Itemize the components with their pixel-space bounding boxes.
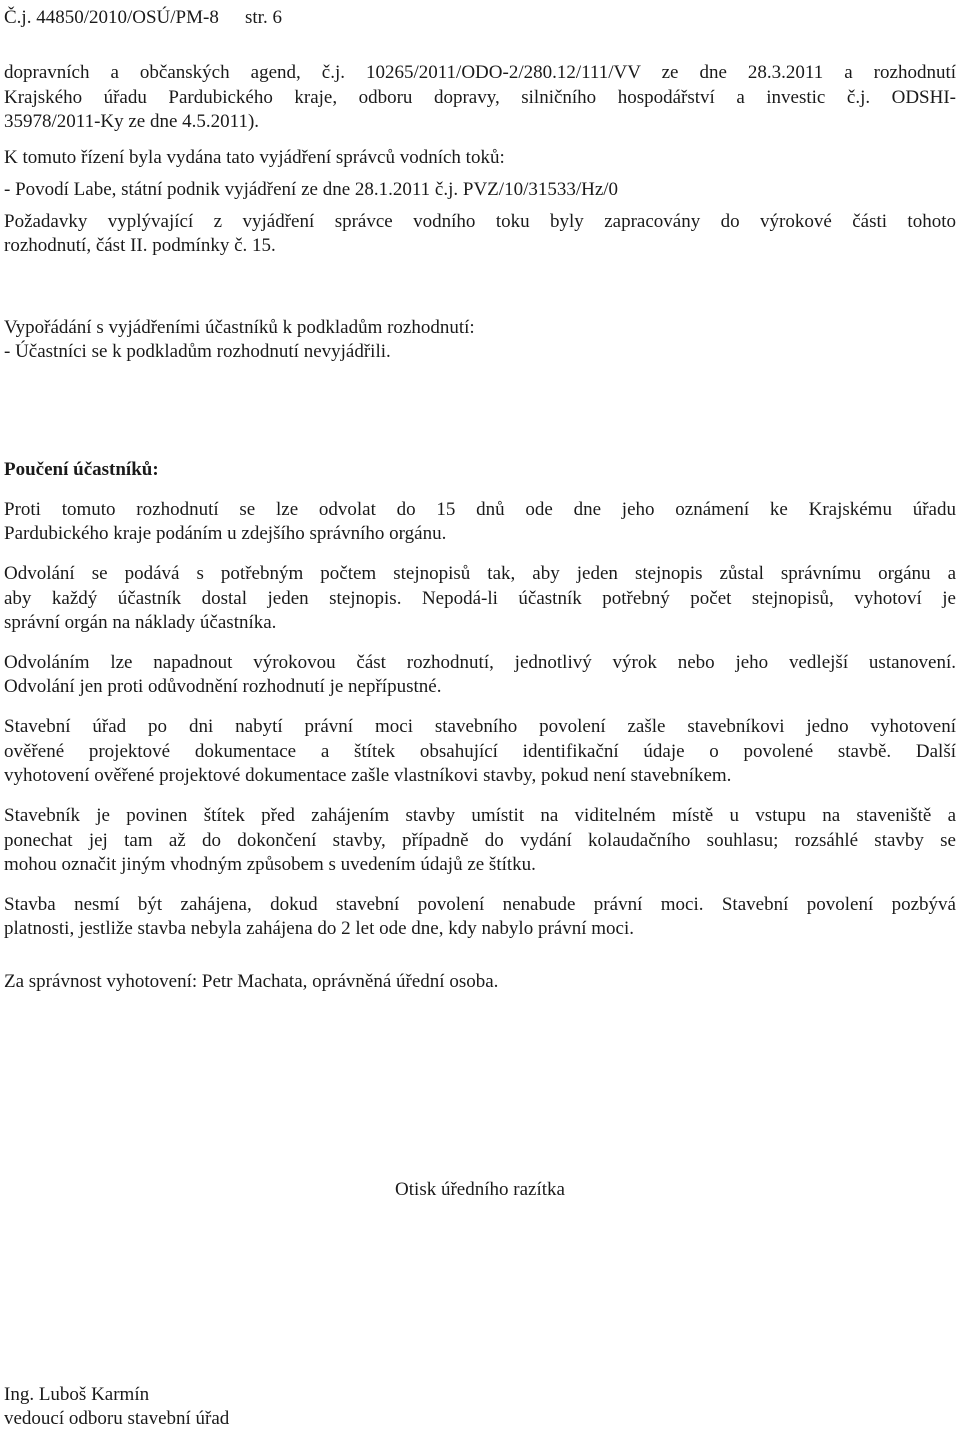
stamp-placeholder: Otisk úředního razítka xyxy=(395,1179,565,1200)
label-line-1: Stavebník je povinen štítek před zahájením stavby umístit na viditelném místě u vstupu na staveniště a xyxy=(4,805,956,826)
water-statement-item: - Povodí Labe, státní podnik vyjádření ze dne 28.1.2011 č.j. PVZ/10/31533/Hz/0 xyxy=(4,179,619,200)
water-statements-intro: K tomuto řízení byla vydána tato vyjádření správců vodních toků: xyxy=(4,147,505,168)
documentation-line-1: Stavební úřad po dni nabytí právní moci stavebního povolení zašle stavebníkovi jedno vyhotovení xyxy=(4,716,956,737)
water-requirements-line-1: Požadavky vyplývající z vyjádření správce vodního toku byly zapracovány do výrokové části tohoto xyxy=(4,211,956,232)
signatory-name: Ing. Luboš Karmín xyxy=(4,1384,150,1405)
documentation-line-3: vyhotovení ověřené projektové dokumentace zašle vlastníkovi stavby, pokud není stavebníkem. xyxy=(4,765,732,786)
page-header xyxy=(4,6,956,30)
validity-line-2: platnosti, jestliže stavba nebyla zahájena do 2 let ode dne, kdy nabylo právní moci. xyxy=(4,918,634,939)
page-number: str. 6 xyxy=(245,7,282,28)
appeal-line-2: Pardubického kraje podáním u zdejšího správního orgánu. xyxy=(4,523,447,544)
document-reference: Č.j. 44850/2010/OSÚ/PM-8 xyxy=(4,7,219,28)
copies-line-3: správní orgán na náklady účastníka. xyxy=(4,612,277,633)
label-line-2: ponechat jej tam až do dokončení stavby, případně do vydání kolaudačního souhlasu; rozsáhlé stavby se xyxy=(4,830,956,851)
copies-line-2: aby každý účastník dostal jeden stejnopis. Nepodá-li účastník potřebný počet stejnopisů, vyhotoví je xyxy=(4,588,956,609)
copies-line-1: Odvolání se podává s potřebným počtem stejnopisů tak, aby jeden stejnopis zůstal správnímu orgánu a xyxy=(4,563,956,584)
scope-line-2: Odvolání jen proti odůvodnění rozhodnutí je nepřípustné. xyxy=(4,676,442,697)
intro-line-2: Krajského úřadu Pardubického kraje, odboru dopravy, silničního hospodářství a investic č.j. ODSHI- xyxy=(4,87,956,108)
scope-line-1: Odvoláním lze napadnout výrokovou část rozhodnutí, jednotlivý výrok nebo jeho vedlejší ustanovení. xyxy=(4,652,956,673)
appeal-line-1: Proti tomuto rozhodnutí se lze odvolat do 15 dnů ode dne jeho oznámení ke Krajskému úřadu xyxy=(4,499,956,520)
intro-line-3: 35978/2011-Ky ze dne 4.5.2011). xyxy=(4,111,260,132)
label-line-3: mohou označit jiným vhodným způsobem s uvedením údajů ze štítku. xyxy=(4,854,536,875)
instruction-heading: Poučení účastníků: xyxy=(4,459,159,480)
intro-line-1: dopravních a občanských agend, č.j. 10265/2011/ODO-2/280.12/111/VV ze dne 28.3.2011 a rozhodnutí xyxy=(4,62,956,83)
signatory-title: vedoucí odboru stavební úřad xyxy=(4,1408,230,1429)
documentation-line-2: ověřené projektové dokumentace a štítek obsahující identifikační údaje o povolené stavbě. Další xyxy=(4,741,956,762)
participants-heading: Vypořádání s vyjádřeními účastníků k podkladům rozhodnutí: xyxy=(4,317,475,338)
validity-line-1: Stavba nesmí být zahájena, dokud stavební povolení nenabude právní moci. Stavební povolení pozbývá xyxy=(4,894,956,915)
participants-item: - Účastníci se k podkladům rozhodnutí nevyjádřili. xyxy=(4,341,391,362)
water-requirements-line-2: rozhodnutí, část II. podmínky č. 15. xyxy=(4,235,276,256)
correctness-statement: Za správnost vyhotovení: Petr Machata, oprávněná úřední osoba. xyxy=(4,971,499,992)
